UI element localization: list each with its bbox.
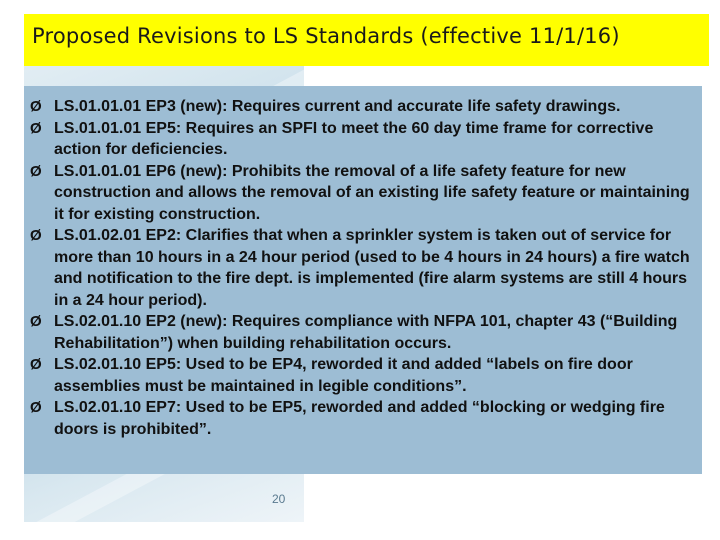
bullet-text: LS.02.01.10 EP5: Used to be EP4, reworded it and added “labels on fire door assemblies must be maintained in legible conditions”. [54, 356, 633, 395]
list-item [30, 354, 702, 397]
bullet-text: LS.02.01.10 EP7: Used to be EP5, reworded and added “blocking or wedging fire doors is prohibited”. [54, 399, 665, 438]
bullet-text: LS.02.01.10 EP2 (new): Requires compliance with NFPA 101, chapter 43 (“Building Rehabilitation”) when building rehabilitation occurs. [54, 313, 678, 352]
arrow-bullet-icon: Ø [30, 227, 42, 244]
arrow-bullet-icon: Ø [30, 162, 42, 180]
arrow-bullet-icon: Ø [30, 399, 42, 416]
list-item [30, 96, 702, 118]
arrow-bullet-icon: Ø [30, 356, 42, 373]
bullet-text: LS.01.01.01 EP6 (new): Prohibits the removal of a life safety feature for new construction and allows the removal of an existing life safety feature or maintaining it for existing construction. [54, 162, 690, 223]
arrow-bullet-icon: Ø [30, 313, 42, 330]
bullet-text: LS.01.01.01 EP5: Requires an SPFI to meet the 60 day time frame for corrective action for deficiencies. [54, 119, 654, 158]
list-item [30, 118, 702, 161]
bullet-text: LS.01.02.01 EP2: Clarifies that when a sprinkler system is taken out of service for more than 10 hours in a 24 hour period (used to be 4 hours in 24 hours) a fire watch and notification to the fire dept. is implemented (fire alarm systems are still 4 hours in a 24 hour period). [54, 227, 690, 309]
bullet-list [30, 96, 702, 440]
arrow-bullet-icon: Ø [30, 119, 42, 137]
arrow-bullet-icon: Ø [30, 98, 42, 115]
page-number: 20 [272, 492, 286, 506]
list-item [30, 397, 702, 440]
list-item [30, 311, 702, 354]
list-item [30, 225, 702, 311]
slide-title: Proposed Revisions to LS Standards (effective 11/1/16) [32, 24, 620, 48]
bullet-text: LS.01.01.01 EP3 (new): Requires current and accurate life safety drawings. [54, 98, 621, 115]
list-item [30, 161, 702, 226]
